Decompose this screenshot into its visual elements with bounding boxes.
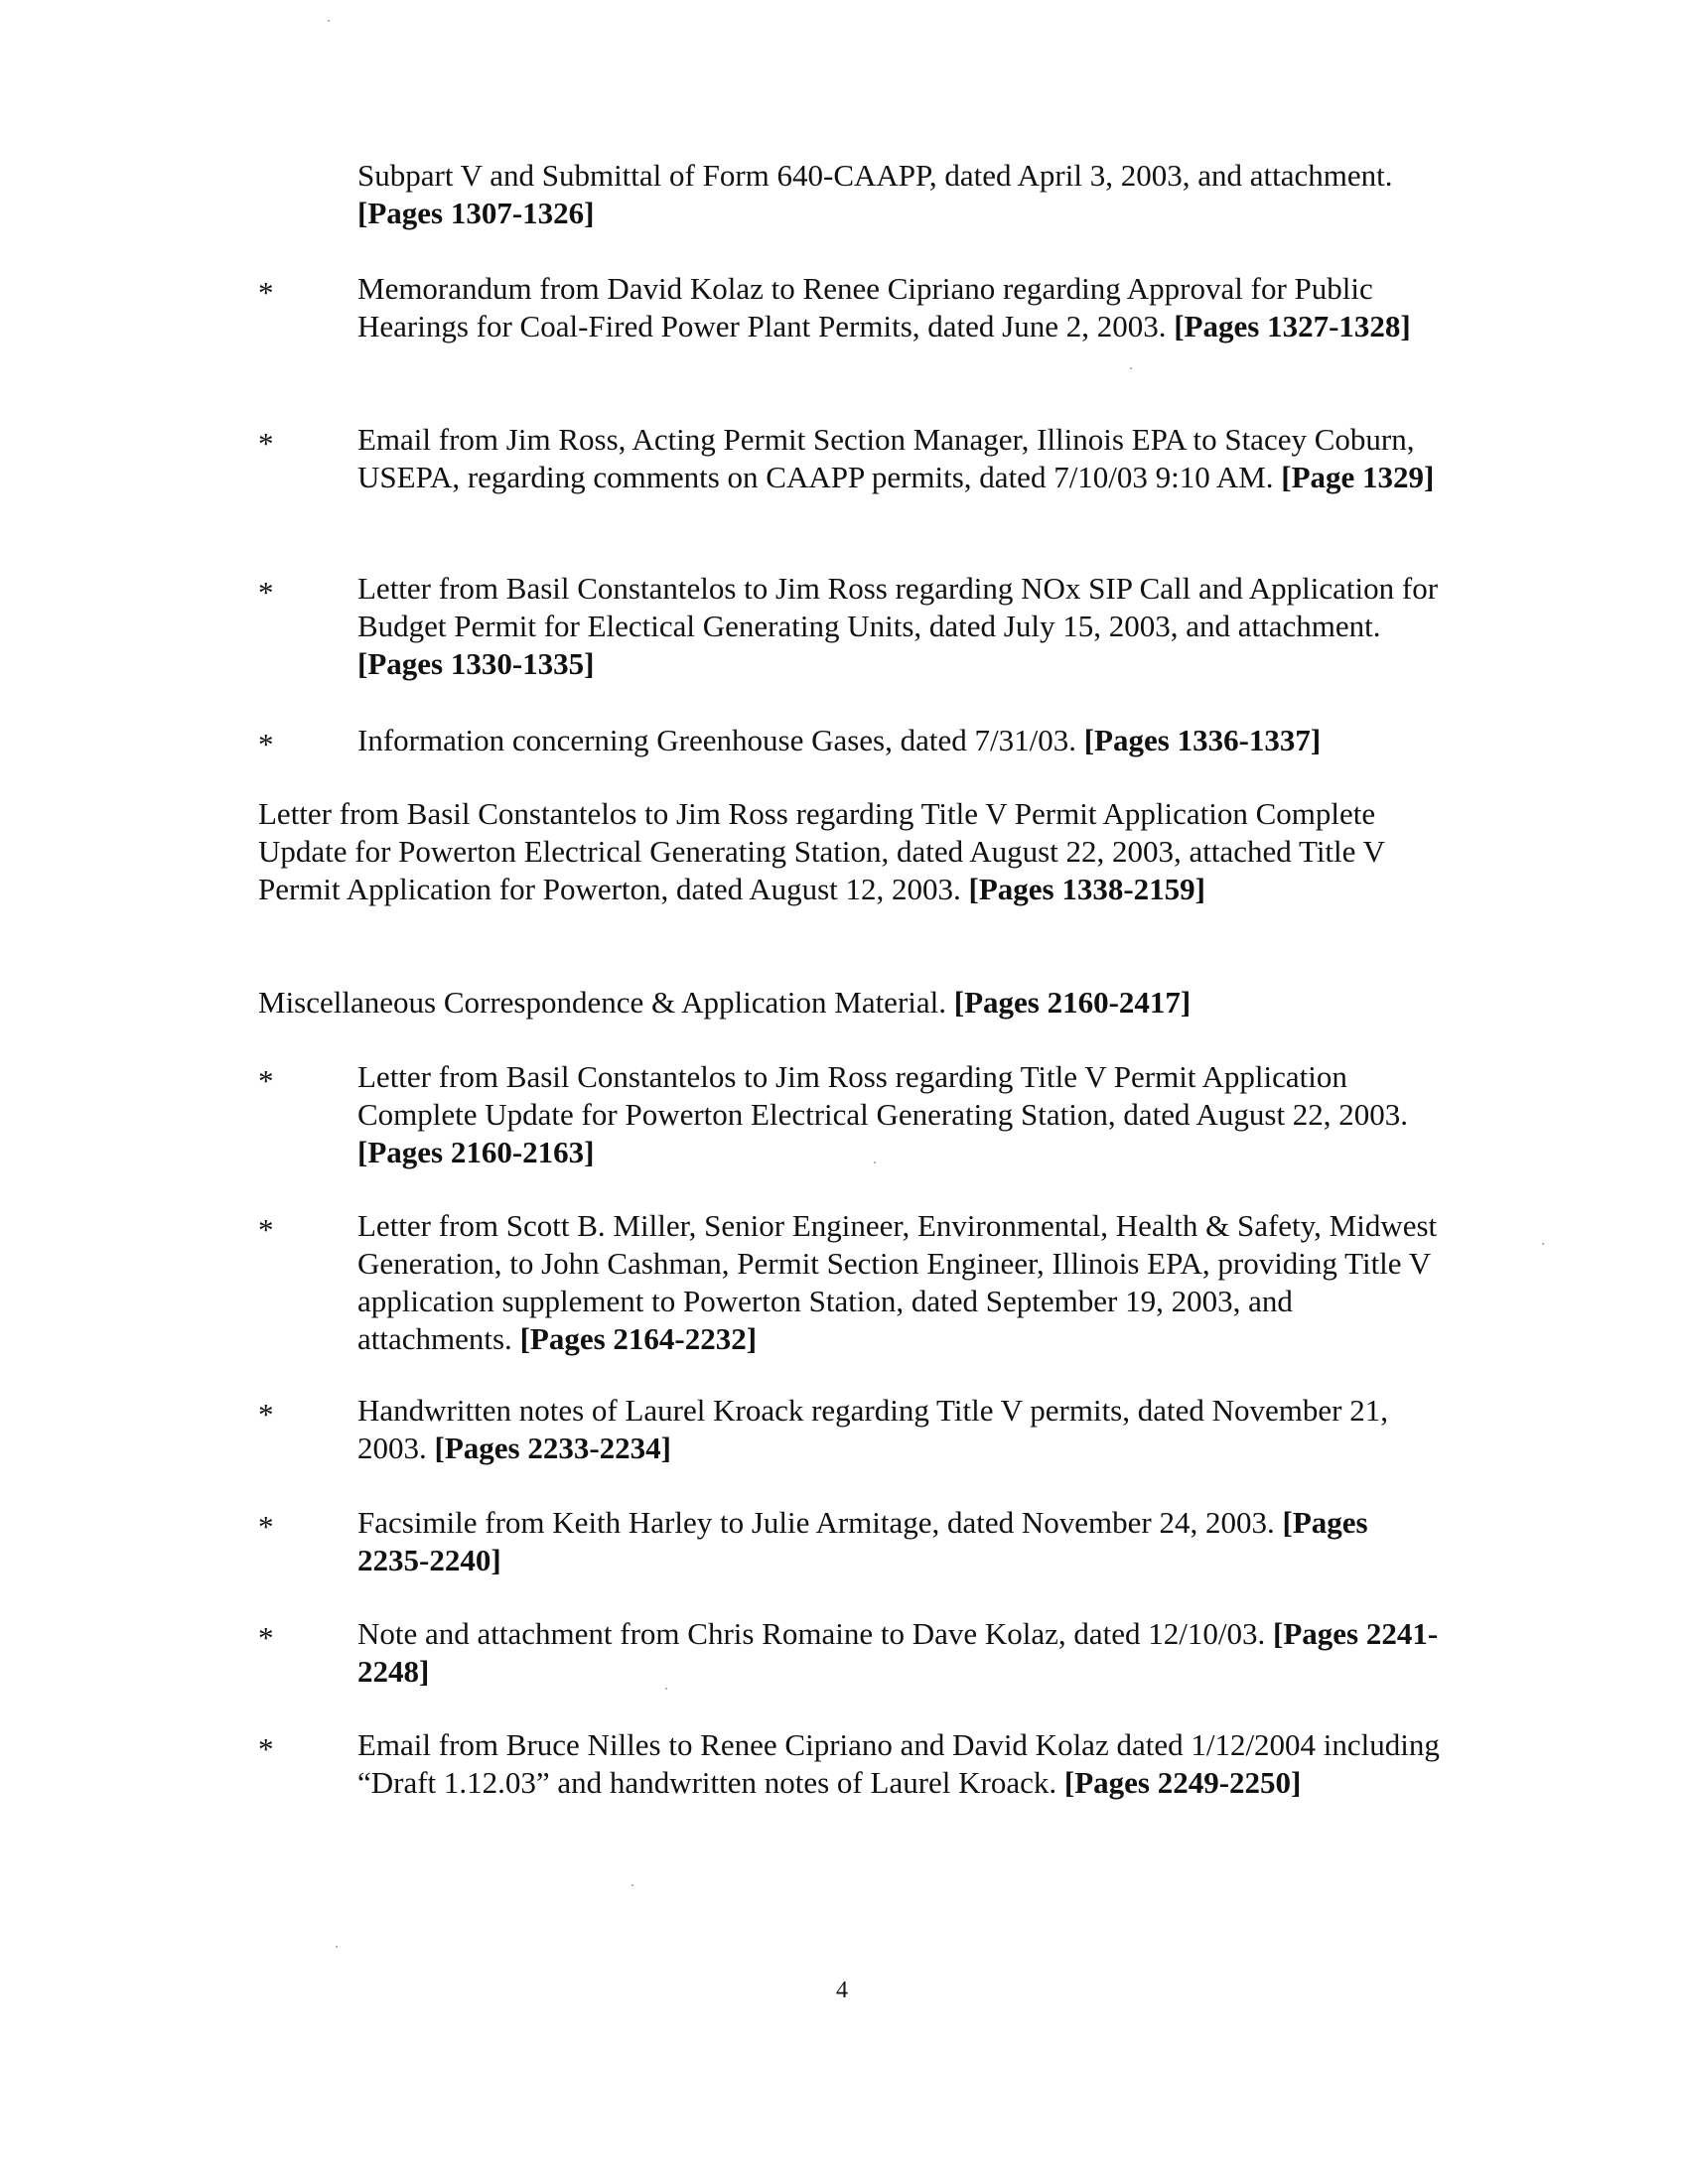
page-reference: [Pages 2233-2234] bbox=[434, 1431, 671, 1465]
bullet-marker: * bbox=[258, 1509, 274, 1544]
entry-text: Email from Jim Ross, Acting Permit Section Manager, Illinois EPA to Stacey Coburn, USEPA, regarding comments on CAAPP permits, dated 7/10/03 9:10 AM. bbox=[357, 422, 1415, 494]
page-reference: [Pages 1336-1337] bbox=[1083, 723, 1322, 757]
page-reference: [Pages 1338-2159] bbox=[968, 872, 1205, 906]
page-reference: [Pages 2235-2240] bbox=[357, 1505, 1368, 1577]
list-item bbox=[357, 1392, 1440, 1467]
scan-speck bbox=[874, 1161, 876, 1163]
entry-text: Facsimile from Keith Harley to Julie Armitage, dated November 24, 2003. bbox=[357, 1505, 1275, 1540]
scan-speck bbox=[328, 20, 330, 22]
page-reference: [Pages 2249-2250] bbox=[1063, 1765, 1302, 1800]
entry-text: Memorandum from David Kolaz to Renee Cipriano regarding Approval for Public Hearings for Coal-Fired Power Plant Permits, dated June 2, 2003. bbox=[357, 271, 1373, 343]
scan-speck bbox=[336, 1946, 338, 1948]
scan-speck bbox=[665, 1688, 667, 1690]
entry-text: Note and attachment from Chris Romaine to Dave Kolaz, dated 12/10/03. bbox=[357, 1616, 1266, 1651]
entry-text: Miscellaneous Correspondence & Application Material. bbox=[258, 985, 947, 1020]
scan-speck bbox=[1542, 1243, 1544, 1245]
page-reference: [Pages 2160-2163] bbox=[357, 1135, 595, 1169]
section-heading-paragraph bbox=[258, 984, 1440, 1022]
entry-text: Letter from Basil Constantelos to Jim Ross regarding Title V Permit Application Complete Update for Powerton Electrical Generating Station, dated August 22, 2003. bbox=[357, 1059, 1409, 1132]
bullet-marker: * bbox=[258, 727, 274, 761]
section-paragraph bbox=[258, 795, 1440, 908]
bullet-marker: * bbox=[258, 1063, 274, 1098]
entry-text: Subpart V and Submittal of Form 640-CAAPP, dated April 3, 2003, and attachment. bbox=[357, 158, 1393, 193]
bullet-marker: * bbox=[258, 1397, 274, 1432]
page-reference: [Pages 1330-1335] bbox=[357, 646, 595, 681]
page-reference: [Pages 1307-1326] bbox=[357, 196, 595, 230]
bullet-marker: * bbox=[258, 1731, 274, 1766]
list-item bbox=[357, 1726, 1440, 1802]
list-item bbox=[357, 1058, 1440, 1171]
list-item bbox=[357, 421, 1440, 496]
list-item bbox=[357, 1504, 1440, 1579]
page-reference: [Pages 2160-2417] bbox=[953, 985, 1192, 1020]
list-item bbox=[357, 270, 1440, 345]
page-number: 4 bbox=[836, 1978, 848, 2003]
entry-text: Email from Bruce Nilles to Renee Cipriano and David Kolaz dated 1/12/2004 including “Draft 1.12.03” and handwritten notes of Laurel Kroack. bbox=[357, 1727, 1440, 1800]
entry-text: Letter from Basil Constantelos to Jim Ross regarding NOx SIP Call and Application for Budget Permit for Electical Generating Units, dated July 15, 2003, and attachment. bbox=[357, 571, 1439, 643]
page-reference: [Pages 2241-2248] bbox=[357, 1616, 1439, 1689]
bullet-marker: * bbox=[258, 1620, 274, 1655]
list-item bbox=[357, 1615, 1440, 1691]
bullet-marker: * bbox=[258, 426, 274, 461]
scan-speck bbox=[632, 1884, 633, 1886]
page-reference: [Pages 2164-2232] bbox=[519, 1321, 758, 1356]
page-reference: [Pages 1327-1328] bbox=[1174, 309, 1411, 343]
bullet-marker: * bbox=[258, 1212, 274, 1247]
entry-text: Handwritten notes of Laurel Kroack regarding Title V permits, dated November 21, 2003. bbox=[357, 1393, 1388, 1465]
entry-text: Letter from Basil Constantelos to Jim Ross regarding Title V Permit Application Complete Update for Powerton Electrical Generating Station, dated August 22, 2003, attached Title V Permit Application for Powerton, dated August 12, 2003. bbox=[258, 796, 1385, 906]
bullet-marker: * bbox=[258, 575, 274, 610]
scan-speck bbox=[1130, 367, 1132, 369]
page-reference: [Page 1329] bbox=[1281, 460, 1435, 494]
bullet-marker: * bbox=[258, 275, 274, 310]
list-item bbox=[357, 1207, 1440, 1358]
entry-text: Letter from Scott B. Miller, Senior Engineer, Environmental, Health & Safety, Midwest Generation, to John Cashman, Permit Section Engineer, Illinois EPA, providing Title V application supplement to Powerton Station, dated September 19, 2003, and attachments. bbox=[357, 1208, 1438, 1356]
list-item bbox=[357, 570, 1440, 683]
entry-text: Information concerning Greenhouse Gases, dated 7/31/03. bbox=[357, 723, 1076, 757]
list-item bbox=[357, 722, 1440, 759]
entry-continuation bbox=[357, 157, 1440, 232]
